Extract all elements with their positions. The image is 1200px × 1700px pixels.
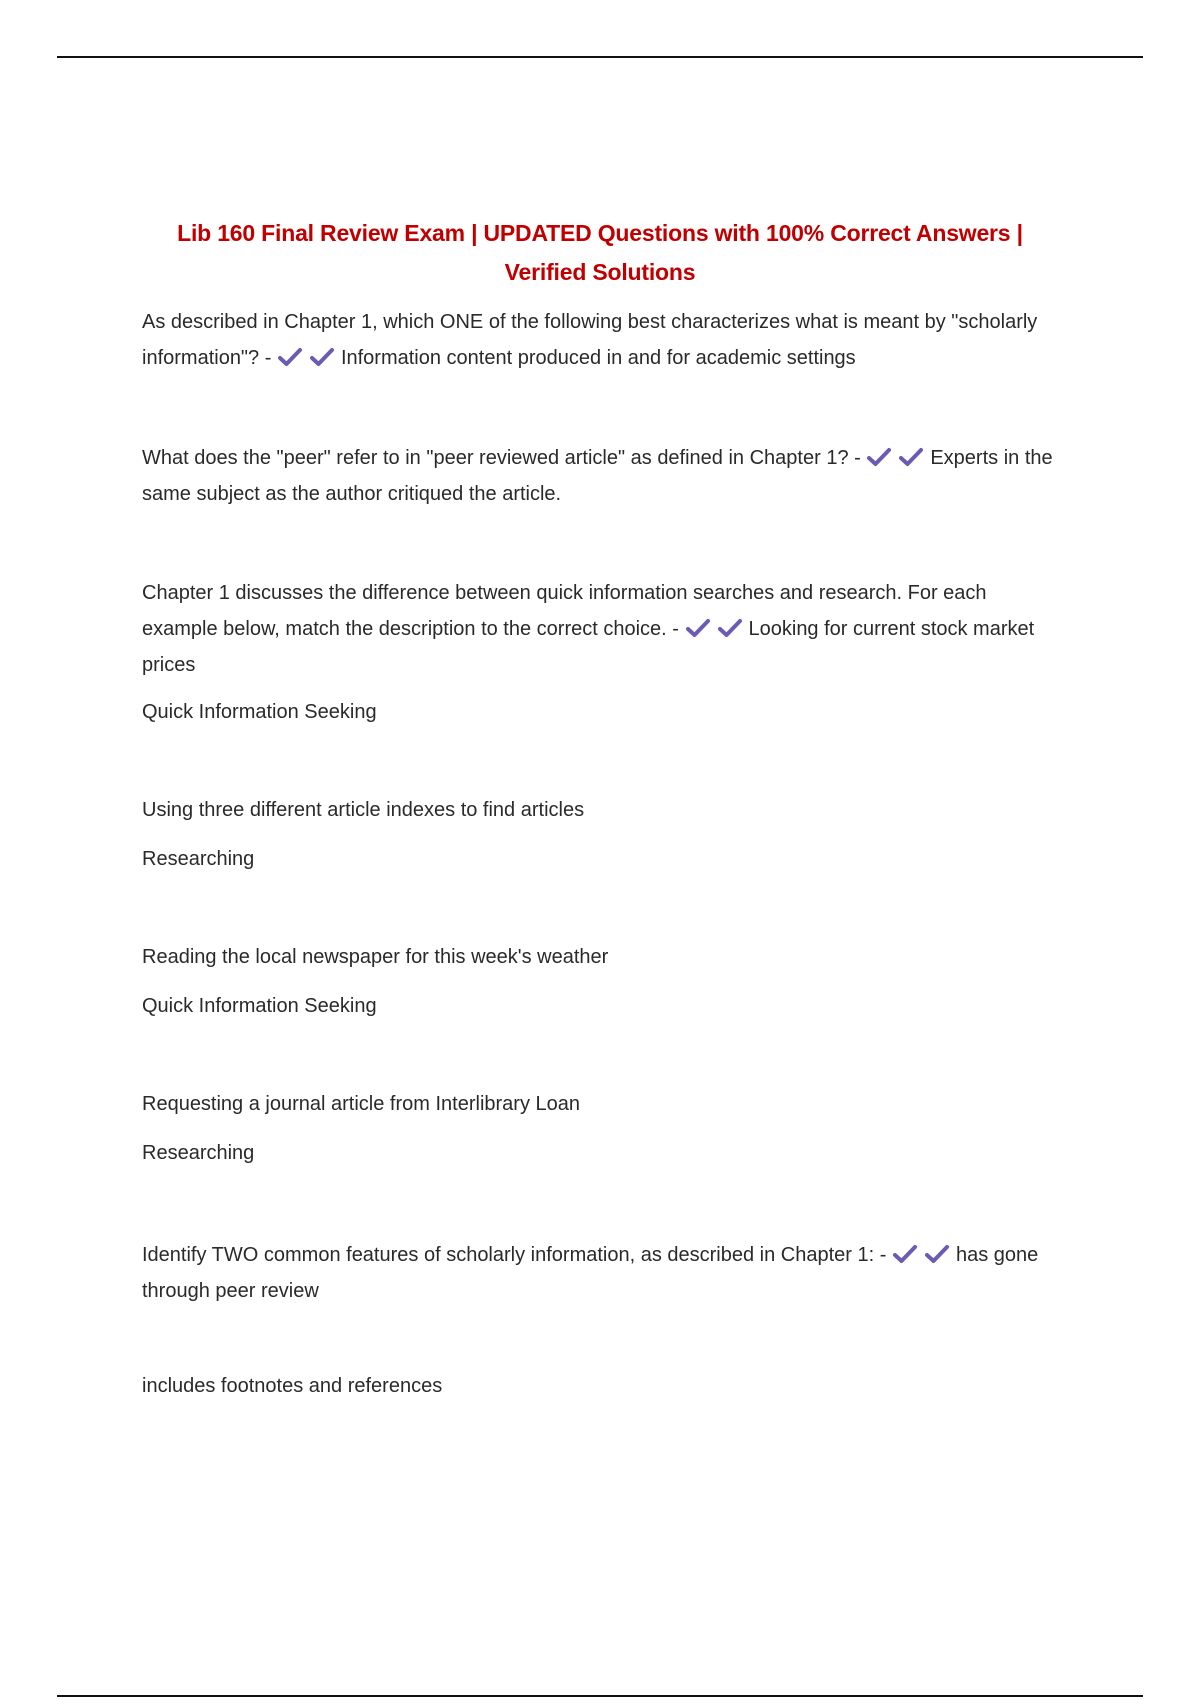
question-text: As described in Chapter 1, which ONE of the following best characterizes what is meant by "scholarly information"? - [142, 311, 1038, 369]
top-rule [57, 56, 1143, 58]
followup-line: Quick Information Seeking [142, 701, 377, 723]
answer-text: has gone through peer review [142, 1244, 1039, 1302]
check-icon [866, 446, 892, 468]
check-icon [277, 346, 303, 368]
question-text: Identify TWO common features of scholarly information, as described in Chapter 1: - [142, 1244, 887, 1266]
question-1 [142, 304, 1062, 376]
bottom-rule [57, 1695, 1143, 1697]
answer-text: Looking for current stock market prices [142, 618, 1035, 676]
check-icon [309, 346, 335, 368]
followup-line: Researching [142, 1142, 255, 1164]
page-title [140, 214, 1060, 292]
title-line-1: Lib 160 Final Review Exam | UPDATED Questions with 100% Correct Answers | [177, 220, 1023, 246]
answer-text: Information content produced in and for academic settings [340, 347, 856, 369]
followup-line: Researching [142, 848, 255, 870]
question-text: What does the "peer" refer to in "peer reviewed article" as defined in Chapter 1? - [142, 447, 861, 469]
followup-line: Quick Information Seeking [142, 995, 377, 1017]
check-icon [924, 1243, 950, 1265]
title-line-2: Verified Solutions [504, 259, 696, 285]
question-2 [142, 440, 1062, 512]
question-text: Chapter 1 discusses the difference between quick information searches and research. For each example below, match the description to the correct choice. - [142, 582, 987, 640]
question-3 [142, 575, 1062, 683]
check-icon [685, 617, 711, 639]
followup-line: Using three different article indexes to find articles [142, 799, 585, 821]
question-4 [142, 1237, 1062, 1309]
answer-text: Experts in the same subject as the author critiqued the article. [142, 447, 1053, 505]
followup-line: includes footnotes and references [142, 1375, 443, 1397]
check-icon [898, 446, 924, 468]
check-icon [892, 1243, 918, 1265]
followup-line: Requesting a journal article from Interlibrary Loan [142, 1093, 580, 1115]
check-icon [717, 617, 743, 639]
followup-line: Reading the local newspaper for this week's weather [142, 946, 609, 968]
